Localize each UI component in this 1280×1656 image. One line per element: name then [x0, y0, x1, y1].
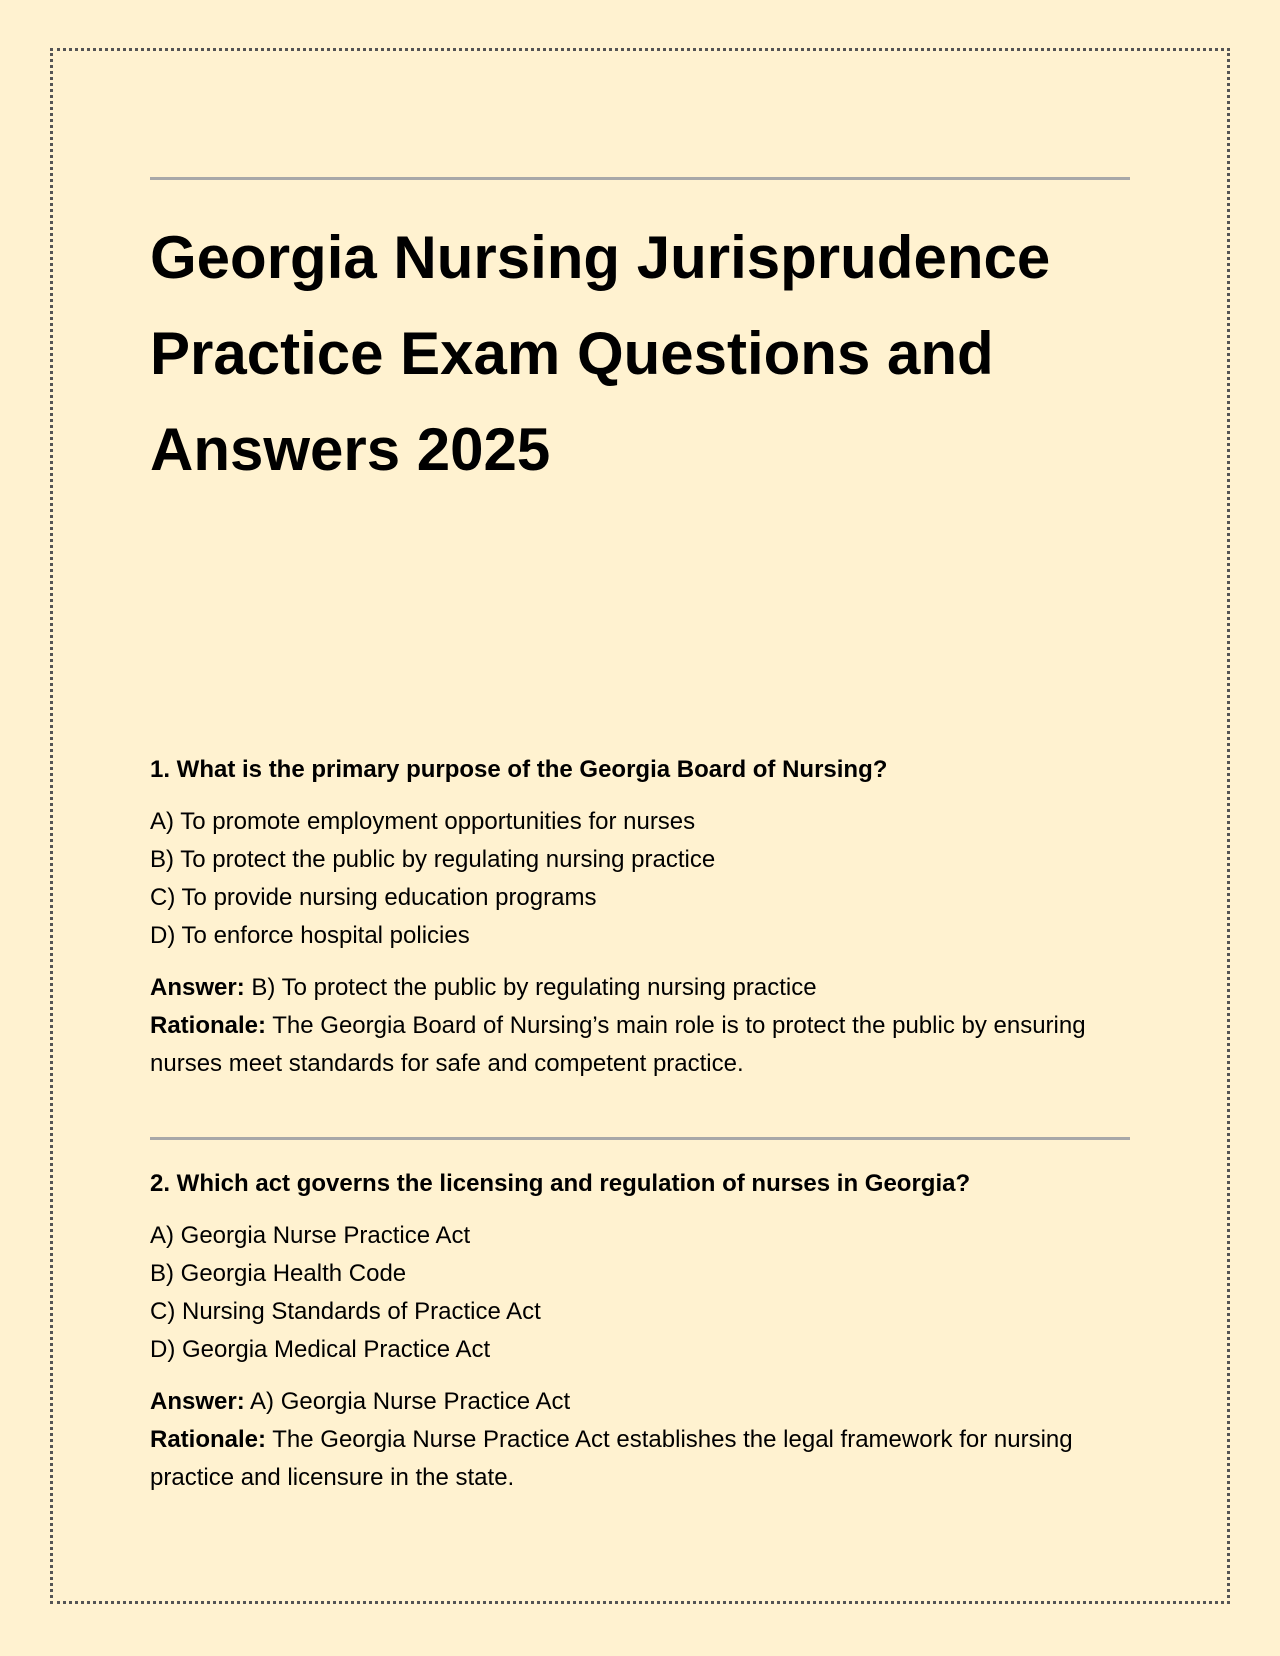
option-a: A) To promote employment opportunities for nurses [150, 808, 696, 835]
option-c: C) Nursing Standards of Practice Act [150, 1298, 541, 1325]
document-title: Georgia Nursing Jurisprudence Practice Exam Questions and Answers 2025 [150, 224, 1051, 483]
option-d: D) Georgia Medical Practice Act [150, 1336, 491, 1363]
rationale-label: Rationale: [150, 1012, 267, 1039]
answer [150, 969, 1150, 1007]
rationale [150, 1007, 1150, 1083]
question-1 [150, 751, 1150, 1083]
option-b: B) To protect the public by regulating nursing practice [150, 846, 716, 873]
answer-text: B) To protect the public by regulating nursing practice [251, 974, 817, 1001]
rationale [150, 1421, 1150, 1497]
answer-text: A) Georgia Nurse Practice Act [250, 1388, 571, 1415]
rationale-text: The Georgia Nurse Practice Act establishes the legal framework for nursing practice and licensure in the state. [150, 1426, 1073, 1491]
answer-label: Answer: [150, 1388, 245, 1415]
rationale-text: The Georgia Board of Nursing’s main role is to protect the public by ensuring nurses meet standards for safe and competent practice. [150, 1012, 1086, 1077]
question-heading: 2. Which act governs the licensing and regulation of nurses in Georgia? [150, 1170, 971, 1197]
answer [150, 1383, 1150, 1421]
option-b: B) Georgia Health Code [150, 1260, 407, 1287]
top-divider [150, 177, 1130, 180]
rationale-label: Rationale: [150, 1426, 267, 1453]
option-list [150, 1217, 1150, 1369]
question-2 [150, 1165, 1150, 1497]
question-divider [150, 1137, 1130, 1140]
option-a: A) Georgia Nurse Practice Act [150, 1222, 471, 1249]
option-c: C) To provide nursing education programs [150, 884, 597, 911]
question-heading: 1. What is the primary purpose of the Georgia Board of Nursing? [150, 756, 888, 783]
option-d: D) To enforce hospital policies [150, 922, 470, 949]
answer-label: Answer: [150, 974, 245, 1001]
option-list [150, 803, 1150, 955]
